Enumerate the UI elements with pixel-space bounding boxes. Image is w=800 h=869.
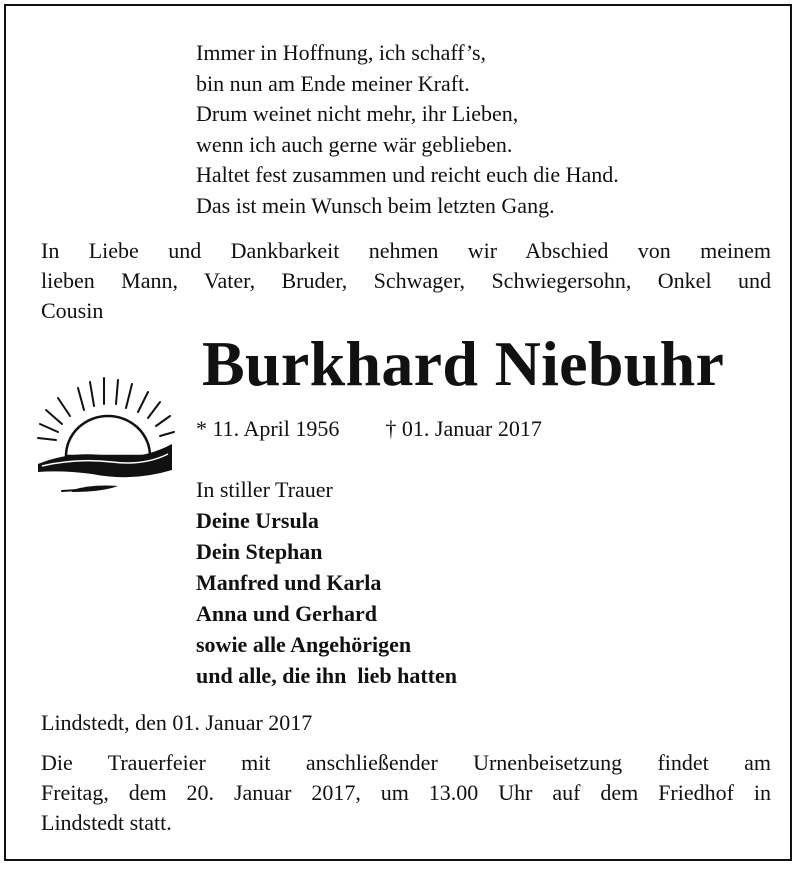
poem-line: Haltet fest zusammen und reicht euch die Hand.: [196, 162, 619, 187]
sunset-icon: [32, 374, 192, 504]
intro-line: Cousin: [41, 298, 104, 323]
poem-line: Das ist mein Wunsch beim letzten Gang.: [196, 192, 555, 218]
intro-text: [41, 236, 771, 326]
mourner-name: Manfred und Karla: [196, 570, 382, 595]
mourner-name: Anna und Gerhard: [196, 601, 377, 626]
service-info: [41, 748, 771, 838]
mourners-list: [196, 474, 457, 691]
obituary-frame: [4, 4, 792, 861]
intro-line: lieben Mann, Vater, Bruder, Schwager, Schwiegersohn, Onkel und: [41, 268, 771, 293]
service-line: Die Trauerfeier mit anschließender Urnenbeisetzung findet am: [41, 750, 771, 775]
mourner-name: und alle, die ihn lieb hatten: [196, 663, 458, 688]
life-dates: [196, 414, 542, 444]
deceased-name: Burkhard Niebuhr: [202, 328, 725, 399]
birth-date: * 11. April 1956: [196, 416, 340, 441]
place-date: Lindstedt, den 01. Januar 2017: [41, 710, 313, 735]
poem: [196, 38, 619, 221]
poem-line: wenn ich auch gerne wär geblieben.: [196, 131, 513, 157]
mourner-name: Deine Ursula: [196, 508, 319, 533]
service-line: Lindstedt statt.: [41, 810, 172, 835]
poem-line: Immer in Hoffnung, ich schaff’s,: [196, 40, 487, 65]
intro-line: In Liebe und Dankbarkeit nehmen wir Abschied von meinem: [41, 238, 771, 263]
mourner-name: sowie alle Angehörigen: [196, 632, 412, 657]
mourner-name: Dein Stephan: [196, 539, 323, 564]
death-date: † 01. Januar 2017: [385, 416, 542, 441]
poem-line: bin nun am Ende meiner Kraft.: [196, 70, 470, 96]
service-line: Freitag, dem 20. Januar 2017, um 13.00 Uhr auf dem Friedhof in: [41, 780, 771, 805]
mourners-heading: In stiller Trauer: [196, 477, 333, 502]
poem-line: Drum weinet nicht mehr, ihr Lieben,: [196, 101, 519, 126]
